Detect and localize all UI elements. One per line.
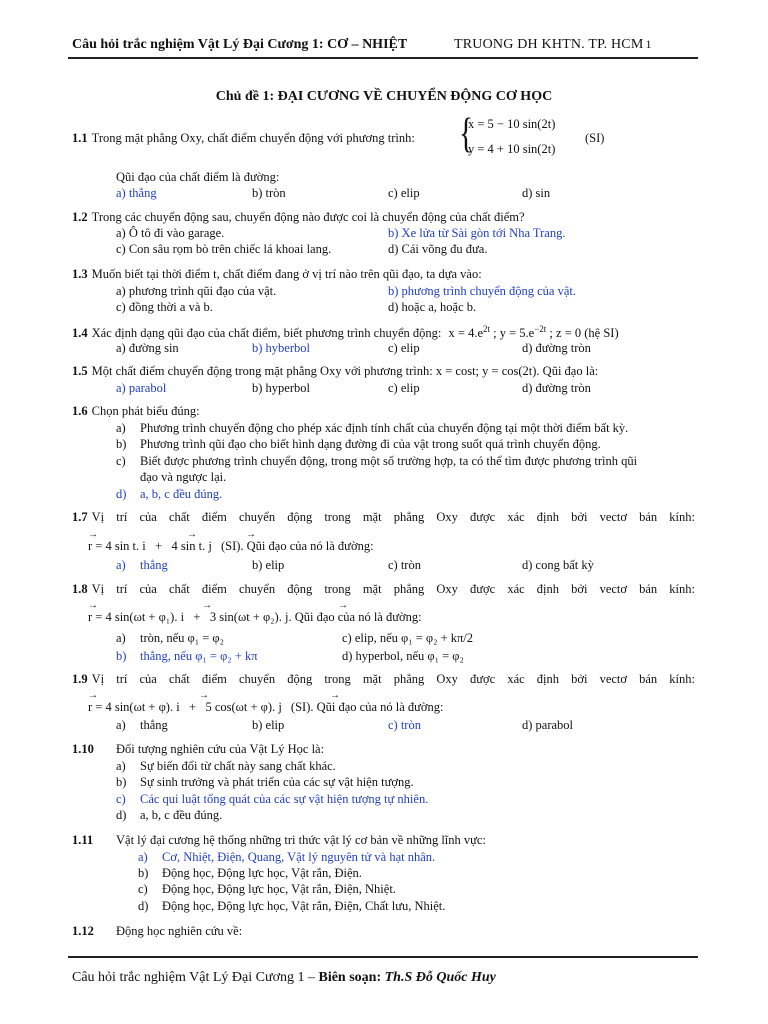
footer-author: Th.S Đỗ Quốc Huy — [384, 970, 496, 985]
equation-tail: (SI). Qũi đạo của nó là đường: — [220, 539, 374, 553]
vector-equation: r = 4 sin(ωt + φ). i + 5 cos(ωt + φ). j — [88, 700, 282, 714]
question-text: Chọn phát biểu đúng: — [91, 404, 200, 418]
question-number: 1.12 — [72, 924, 94, 938]
equation-tail: . Qũi đạo của nó là đường: — [288, 610, 422, 624]
equation-x: x = 4.e — [448, 326, 483, 341]
option-b[interactable]: Sự sinh trưởng và phát triển của các sự vật hiện tượng. — [140, 775, 414, 789]
question-text: Động học nghiên cứu về: — [116, 924, 243, 938]
option-a[interactable]: a) phương trình qũi đạo của vật. — [116, 284, 277, 298]
question-1-6 — [72, 404, 200, 419]
option-b[interactable]: b) Xe lửa từ Sài gòn tới Nha Trang. — [388, 226, 566, 240]
equation-x: x = 5 − 10 sin(2t) — [468, 117, 556, 131]
footer-label: Biên soạn: — [318, 970, 382, 985]
option-d[interactable]: d) sin — [522, 186, 551, 200]
option-c[interactable]: c) tròn — [388, 558, 421, 572]
option-b-label: b) — [138, 866, 149, 880]
vector-arrow: → — [246, 529, 256, 540]
question-number: 1.3 — [72, 267, 88, 281]
option-b[interactable]: thẳng, nếu φ₁ = φ₂ + kπ — [140, 649, 258, 663]
option-c[interactable]: c) elip — [388, 381, 420, 395]
footer — [72, 970, 496, 986]
topic-title: Chủ đề 1: ĐẠI CƯƠNG VỀ CHUYỂN ĐỘNG CƠ HỌC — [215, 89, 553, 104]
vector-arrow: → — [88, 529, 98, 540]
option-c[interactable]: c) Con sâu rọm bò trên chiếc lá khoai lang. — [116, 242, 332, 256]
question-text: Vật lý đại cương hệ thống những tri thức vật lý cơ bản về những lĩnh vực: — [116, 833, 486, 847]
equation — [88, 700, 444, 715]
question-number: 1.7 — [72, 510, 88, 524]
question-number: 1.4 — [72, 326, 88, 341]
question-1-1 — [72, 131, 415, 146]
question-number: 1.10 — [72, 742, 94, 756]
exponent-x: 2t — [483, 324, 491, 334]
vector-arrow: → — [88, 600, 98, 611]
option-d[interactable]: d) đường tròn — [522, 381, 591, 395]
option-d-label: d) — [116, 487, 127, 501]
question-1-8 — [72, 582, 695, 597]
equation-z: ; z = 0 (hệ SI) — [549, 326, 619, 341]
option-c-label: c) — [116, 792, 126, 806]
question-text: Một chất điểm chuyển động trong mặt phẳng Oxy với phương trình: x = cost; y = cos(2t). Qũi đạo là: — [91, 364, 599, 378]
question-number: 1.6 — [72, 404, 88, 418]
footer-rule — [68, 956, 698, 958]
option-c[interactable]: c) elip, nếu φ₁ = φ₂ + kπ/2 — [342, 631, 474, 645]
option-d[interactable]: d) parabol — [522, 718, 574, 732]
question-text: Xác định dạng qũi đạo của chất điểm, biết phương trình chuyển động: — [91, 326, 442, 341]
equation-y: y = 4 + 10 sin(2t) — [468, 142, 556, 156]
option-c[interactable]: Động học, Động lực học, Vật rắn, Điện, Nhiệt. — [162, 882, 396, 896]
option-a-label: a) — [116, 558, 126, 572]
option-a[interactable]: Sự biến đổi từ chất này sang chất khác. — [140, 759, 336, 773]
option-c-cont[interactable]: đạo và ngược lại. — [140, 470, 227, 484]
question-number: 1.8 — [72, 582, 88, 596]
vector-arrow: → — [187, 529, 197, 540]
question-text: Vị trí của chất điểm chuyển động trong mặt phẳng Oxy được xác định bởi vectơ bán kính: — [91, 672, 695, 686]
option-d[interactable]: d) Cái võng đu đưa. — [388, 242, 488, 256]
question-number: 1.11 — [72, 833, 94, 847]
vector-arrow: → — [202, 600, 212, 611]
option-a[interactable]: a) đường sin — [116, 341, 179, 355]
header-rule — [68, 57, 698, 59]
option-b-label: b) — [116, 775, 127, 789]
option-b-label: b) — [116, 649, 127, 663]
option-a[interactable]: Cơ, Nhiệt, Điện, Quang, Vật lý nguyên tử và hạt nhân. — [162, 850, 436, 864]
header-institution — [454, 37, 652, 53]
question-number: 1.5 — [72, 364, 88, 378]
option-a[interactable]: tròn, nếu φ₁ = φ₂ — [140, 631, 225, 645]
option-c[interactable]: Biết được phương trình chuyển động, trong một số trường hợp, ta có thể tìm được phương trình qũi — [140, 454, 638, 468]
question-1-10 — [72, 742, 98, 757]
footer-prefix: Câu hỏi trắc nghiệm Vật Lý Đại Cương 1 – — [72, 970, 319, 985]
equation-y: ; y = 5.e — [493, 326, 535, 341]
option-a[interactable]: a) thẳng — [116, 186, 157, 200]
option-d[interactable]: d) hoặc a, hoặc b. — [388, 300, 477, 314]
header-school: TRUONG DH KHTN. TP. HCM — [454, 37, 644, 52]
option-b[interactable]: Phương trình qũi đạo cho biết hình dạng đường đi của vật trong suốt quá trình chuyển động. — [140, 437, 601, 451]
question-1-12 — [72, 924, 98, 939]
option-a-label: a) — [116, 718, 126, 732]
option-d[interactable]: Động học, Động lực học, Vật rắn, Điện, Chất lưu, Nhiệt. — [162, 899, 446, 913]
option-a[interactable]: thẳng — [140, 718, 168, 732]
equation — [88, 539, 374, 554]
question-1-2 — [72, 210, 525, 225]
question-text: Vị trí của chất điểm chuyển động trong mặt phẳng Oxy được xác định bởi vectơ bán kính: — [91, 510, 695, 524]
question-text: Muốn biết tại thời điểm t, chất điểm đang ở vị trí nào trên qũi đạo, ta dựa vào: — [91, 267, 482, 281]
option-c-label: c) — [116, 454, 126, 468]
option-b[interactable]: b) phương trình chuyển động của vật. — [388, 284, 576, 298]
option-b-label: b) — [116, 437, 127, 451]
vector-arrow: → — [330, 690, 340, 701]
option-a[interactable]: thẳng — [140, 558, 168, 572]
option-b[interactable]: b) hyberbol — [252, 341, 310, 355]
option-a-label: a) — [116, 421, 126, 435]
page-number: 1 — [645, 37, 652, 51]
unit-si: (SI) — [585, 131, 605, 145]
question-text: Đối tượng nghiên cứu của Vật Lý Học là: — [116, 742, 325, 756]
option-b[interactable]: b) elip — [252, 718, 285, 732]
question-text: Vị trí của chất điểm chuyển động trong mặt phẳng Oxy được xác định bởi vectơ bán kính: — [91, 582, 695, 596]
option-d[interactable]: d) đường tròn — [522, 341, 591, 355]
option-b[interactable]: Động học, Động lực học, Vật rắn, Điện. — [162, 866, 362, 880]
option-d[interactable]: d) hyperbol, nếu φ₁ = φ₂ — [342, 649, 464, 663]
option-d[interactable]: a, b, c đều đúng. — [140, 487, 223, 501]
question-text: Trong các chuyển động sau, chuyển động nào được coi là chuyển động của chất điểm? — [91, 210, 525, 224]
vector-equation: r = 4 sin(ωt + φ₁). i + 3 sin(ωt + φ₂). j — [88, 610, 289, 624]
vector-arrow: → — [88, 690, 98, 701]
vector-arrow: → — [199, 690, 209, 701]
option-c[interactable]: c) elip — [388, 186, 420, 200]
option-a[interactable]: a) parabol — [116, 381, 167, 395]
option-d-label: d) — [116, 808, 127, 822]
question-text: Trong mặt phẳng Oxy, chất điểm chuyển động với phương trình: — [91, 131, 415, 145]
equation-brace: { — [459, 111, 474, 157]
option-b[interactable]: b) tròn — [252, 186, 286, 200]
vector-equation: r = 4 sin t. i + 4 sin t. j — [88, 539, 212, 553]
option-b[interactable]: b) hyperbol — [252, 381, 310, 395]
question-subtext: Qũi đạo của chất điểm là đường: — [116, 170, 280, 184]
question-number: 1.9 — [72, 672, 88, 686]
option-c[interactable]: c) elip — [388, 341, 420, 355]
question-1-7 — [72, 510, 695, 525]
option-c-label: c) — [138, 882, 148, 896]
option-d[interactable]: d) cong bất kỳ — [522, 558, 594, 572]
option-c[interactable]: c) đồng thời a và b. — [116, 300, 213, 314]
option-a-label: a) — [138, 850, 148, 864]
option-c[interactable]: c) tròn — [388, 718, 421, 732]
option-a-label: a) — [116, 631, 126, 645]
question-1-3 — [72, 267, 482, 282]
question-number: 1.2 — [72, 210, 88, 224]
question-1-11 — [72, 833, 97, 848]
option-a[interactable]: a) Ô tô đi vào garage. — [116, 226, 225, 240]
option-a-label: a) — [116, 759, 126, 773]
option-c[interactable]: Các qui luật tổng quát của các sự vật hiện tượng tự nhiên. — [140, 792, 429, 806]
question-number: 1.1 — [72, 131, 88, 145]
option-a[interactable]: Phương trình chuyển động cho phép xác định tính chất của chuyển động tại một thời điểm bất kỳ. — [140, 421, 629, 435]
header-title: Câu hỏi trắc nghiệm Vật Lý Đại Cương 1: CƠ – NHIỆT — [72, 37, 408, 52]
question-1-9 — [72, 672, 695, 687]
question-1-5 — [72, 364, 598, 379]
equation-tail: (SI). Qũi đạo của nó là đường: — [290, 700, 444, 714]
option-d[interactable]: a, b, c đều đúng. — [140, 808, 223, 822]
option-d-label: d) — [138, 899, 149, 913]
vector-arrow: → — [338, 600, 348, 611]
exponent-y: −2t — [534, 324, 547, 334]
option-b[interactable]: b) elip — [252, 558, 285, 572]
question-1-4 — [72, 324, 619, 341]
equation — [88, 610, 422, 625]
